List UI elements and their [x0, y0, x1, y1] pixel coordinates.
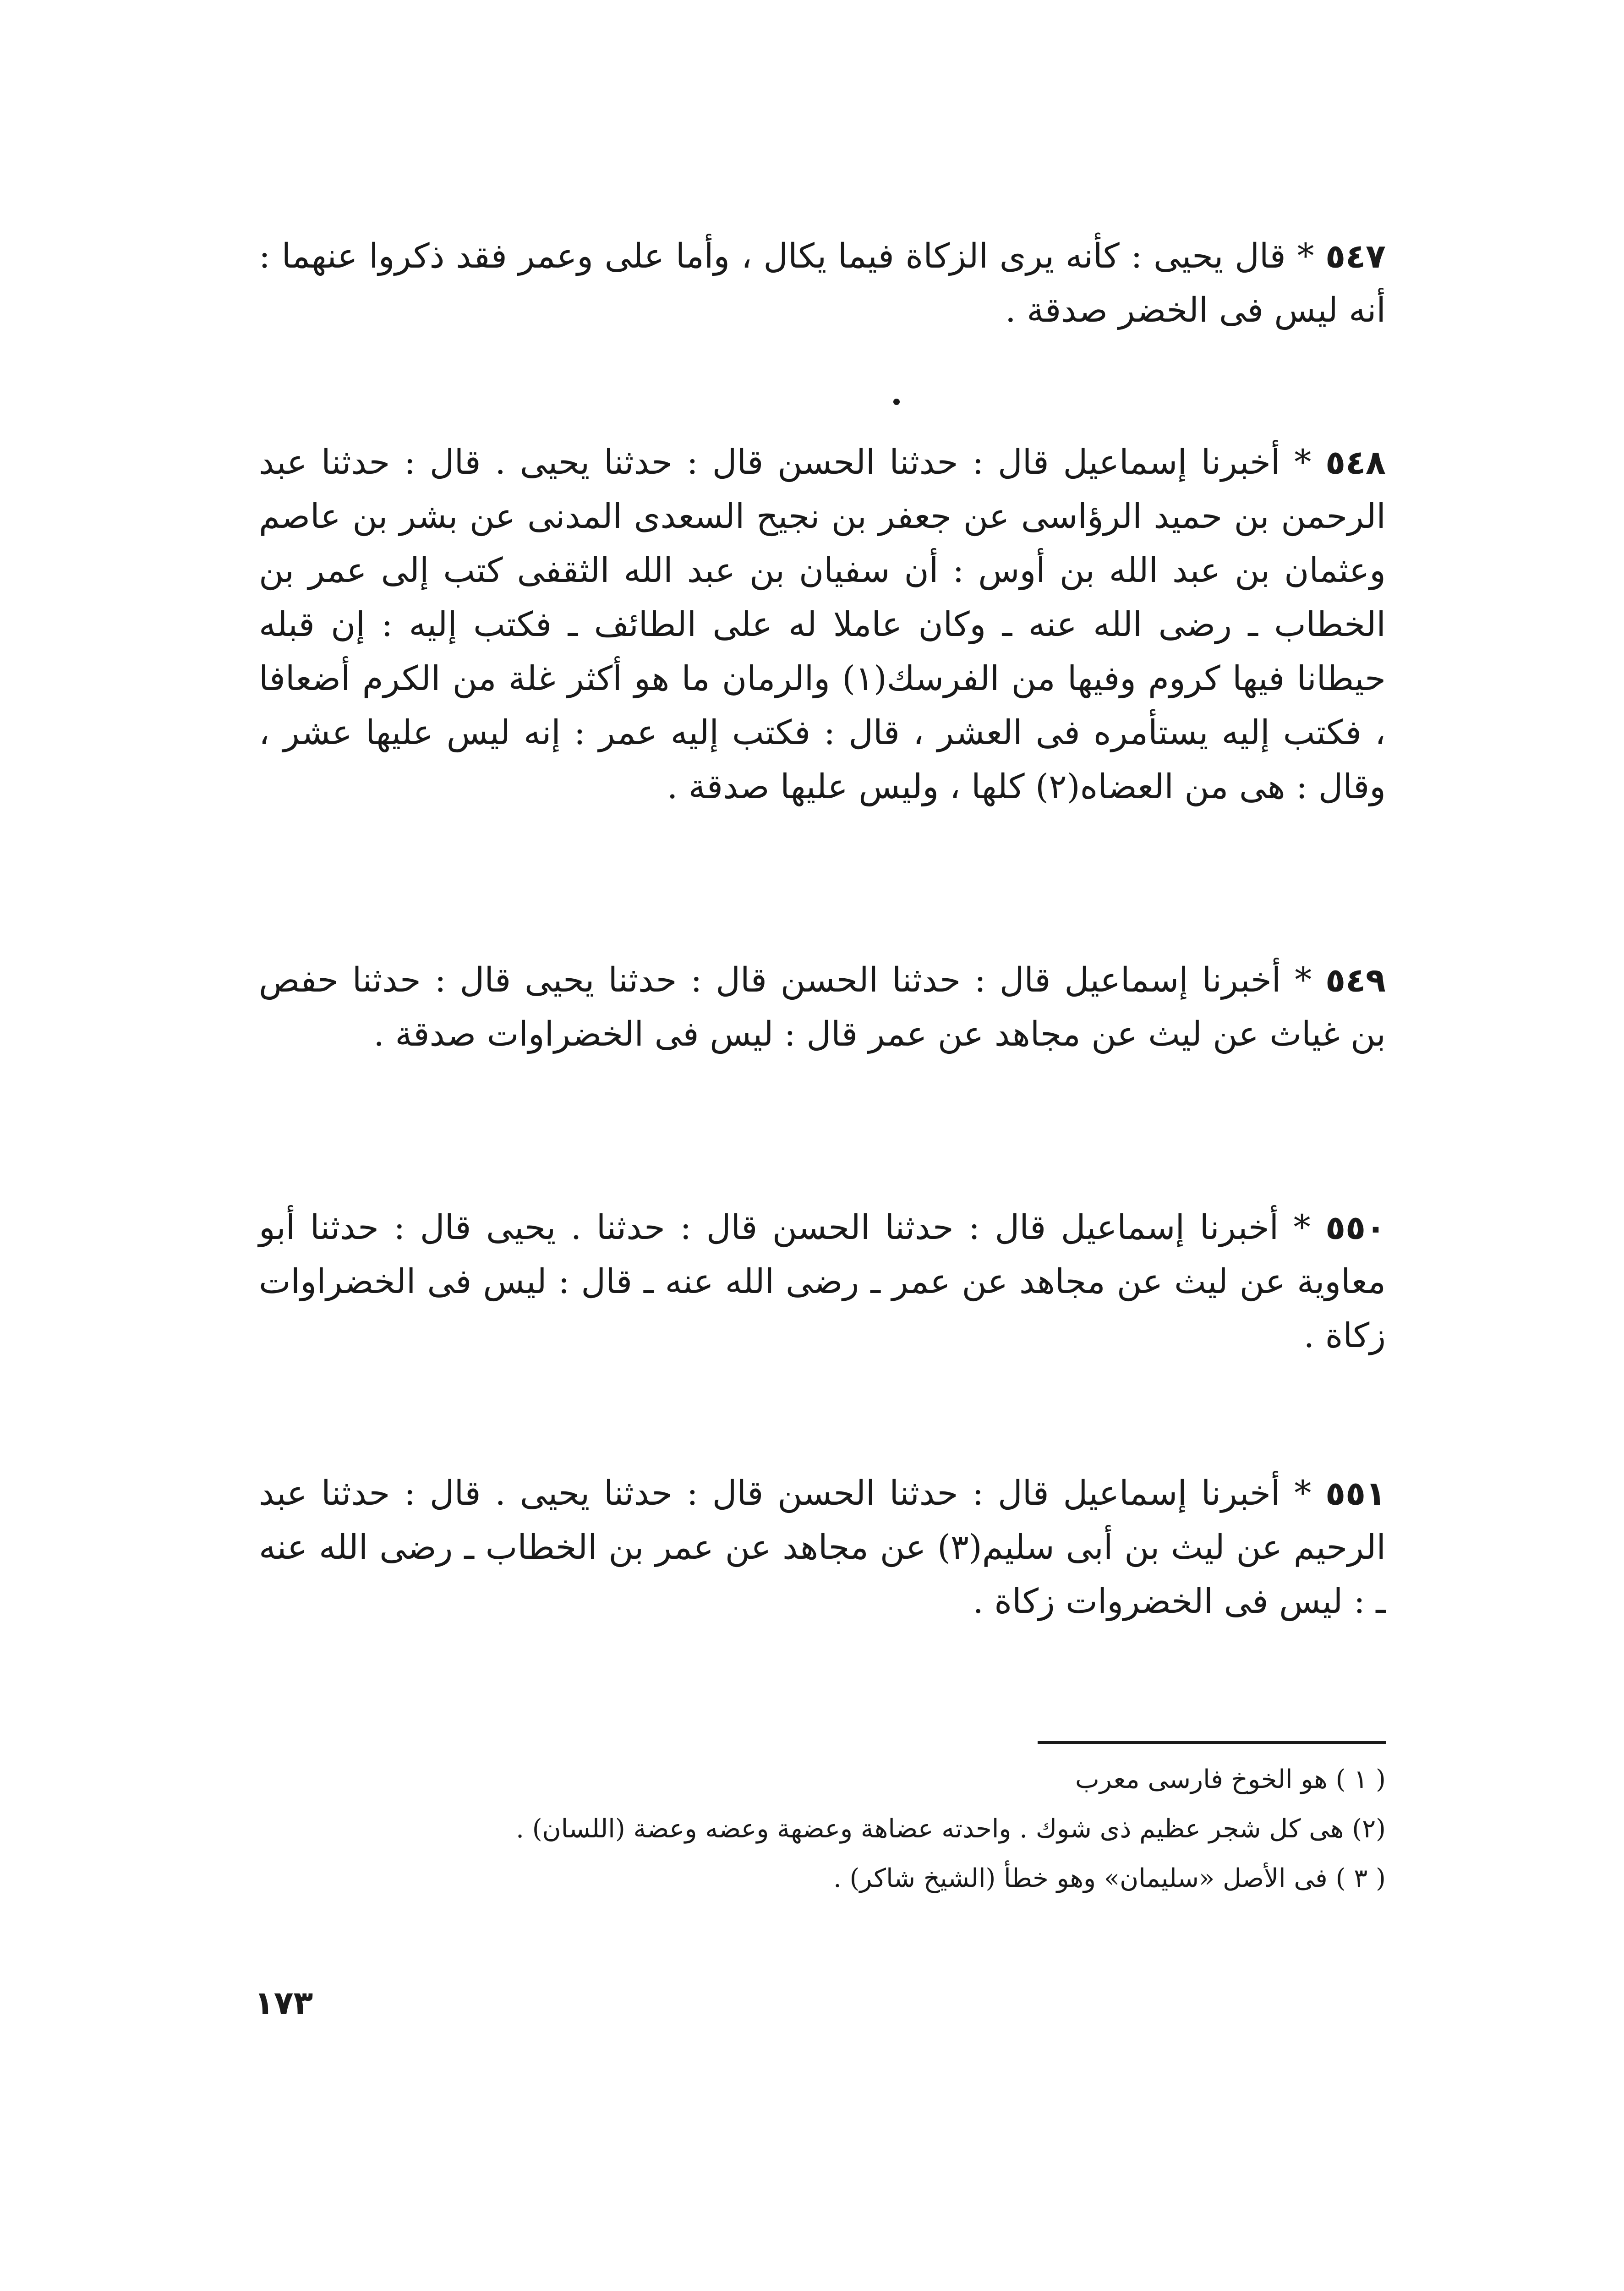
- paragraph-551: ٥٥١ * أخبرنا إسماعيل قال : حدثنا الحسن قال : حدثنا يحيى . قال : حدثنا عبد الرحيم عن ليث بن أبى سليم(٣) عن مجاهد عن عمر بن الخطاب ـ رضى الله عنه ـ : ليس فى الخضروات زكاة .: [259, 1474, 1386, 1621]
- footnote-1: ( ١ ) هو الخوخ فارسى معرب: [1075, 1765, 1386, 1794]
- paragraph-number: ٥٥٠: [1325, 1208, 1386, 1247]
- paragraph-549: ٥٤٩ * أخبرنا إسماعيل قال : حدثنا الحسن قال : حدثنا يحيى قال : حدثنا حفص بن غياث عن ليث عن مجاهد عن عمر قال : ليس فى الخضراوات صدقة .: [259, 960, 1386, 1054]
- paragraph-547: ٥٤٧ * قال يحيى : كأنه يرى الزكاة فيما يكال ، وأما على وعمر فقد ذكروا عنهما : أنه ليس فى الخضر صدقة .: [259, 236, 1386, 330]
- paragraph-550: ٥٥٠ * أخبرنا إسماعيل قال : حدثنا الحسن قال : حدثنا . يحيى قال : حدثنا أبو معاوية عن ليث عن مجاهد عن عمر ـ رضى الله عنه ـ قال : ليس فى الخضراوات زكاة .: [259, 1208, 1386, 1355]
- paragraph-number: ٥٥١: [1325, 1474, 1386, 1513]
- footnotes: [259, 1755, 1386, 1903]
- paragraph-number: ٥٤٨: [1325, 443, 1386, 482]
- footnote-2: (٢) هى كل شجر عظيم ذى شوك . واحدته عضاهة وعضهة وعضه وعضة (اللسان) .: [516, 1814, 1386, 1844]
- separator-dot: [893, 399, 900, 405]
- paragraph-text: أخبرنا إسماعيل قال : حدثنا الحسن قال : حدثنا يحيى . قال : حدثنا عبد الرحمن بن حميد الرؤاسى عن جعفر بن نجيح السعدى المدنى عن بشر بن عاصم وعثمان بن عبد الله بن أوس : أن سفيان بن عبد الله الثقفى كتب إلى عمر بن الخطاب ـ رضى الله عنه ـ وكان عاملا له على الطائف ـ فكتب إليه : إن قبله حيطانا فيها كروم وفيها من الفرسك(١) والرمان ما هو أكثر غلة من الكرم أضعافا ، فكتب إليه يستأمره فى العشر ، قال : فكتب إليه عمر : إنه ليس عليها عشر ، وقال : هى من العضاه(٢) كلها ، وليس عليها صدقة .: [259, 443, 1386, 806]
- paragraph-text: أخبرنا إسماعيل قال : حدثنا الحسن قال : حدثنا يحيى قال : حدثنا حفص بن غياث عن ليث عن مجاهد عن عمر قال : ليس فى الخضراوات صدقة .: [259, 960, 1386, 1054]
- paragraph-text: قال يحيى : كأنه يرى الزكاة فيما يكال ، وأما على وعمر فقد ذكروا عنهما : أنه ليس فى الخضر صدقة .: [259, 236, 1386, 330]
- paragraph-number: ٥٤٩: [1325, 961, 1386, 999]
- paragraph-548: ٥٤٨ * أخبرنا إسماعيل قال : حدثنا الحسن قال : حدثنا يحيى . قال : حدثنا عبد الرحمن بن حميد الرؤاسى عن جعفر بن نجيح السعدى المدنى عن بشر بن عاصم وعثمان بن عبد الله بن أوس : أن سفيان بن عبد الله الثقفى كتب إلى عمر بن الخطاب ـ رضى الله عنه ـ وكان عاملا له على الطائف ـ فكتب إليه : إن قبله حيطانا فيها كروم وفيها من الفرسك(١) والرمان ما هو أكثر غلة من الكرم أضعافا ، فكتب إليه يستأمره فى العشر ، قال : فكتب إليه عمر : إنه ليس عليها عشر ، وقال : هى من العضاه(٢) كلها ، وليس عليها صدقة .: [259, 443, 1386, 806]
- paragraph-text: أخبرنا إسماعيل قال : حدثنا الحسن قال : حدثنا يحيى . قال : حدثنا عبد الرحيم عن ليث بن أبى سليم(٣) عن مجاهد عن عمر بن الخطاب ـ رضى الله عنه ـ : ليس فى الخضروات زكاة .: [259, 1474, 1386, 1621]
- footnote-rule: [1038, 1741, 1386, 1744]
- page-number: ١٧٣: [254, 1984, 313, 2022]
- footnote-3: ( ٣ ) فى الأصل «سليمان» وهو خطأ (الشيخ شاكر) .: [833, 1863, 1386, 1893]
- paragraph-text: أخبرنا إسماعيل قال : حدثنا الحسن قال : حدثنا . يحيى قال : حدثنا أبو معاوية عن ليث عن مجاهد عن عمر ـ رضى الله عنه ـ قال : ليس فى الخضراوات زكاة .: [259, 1208, 1386, 1355]
- paragraph-number: ٥٤٧: [1325, 237, 1386, 275]
